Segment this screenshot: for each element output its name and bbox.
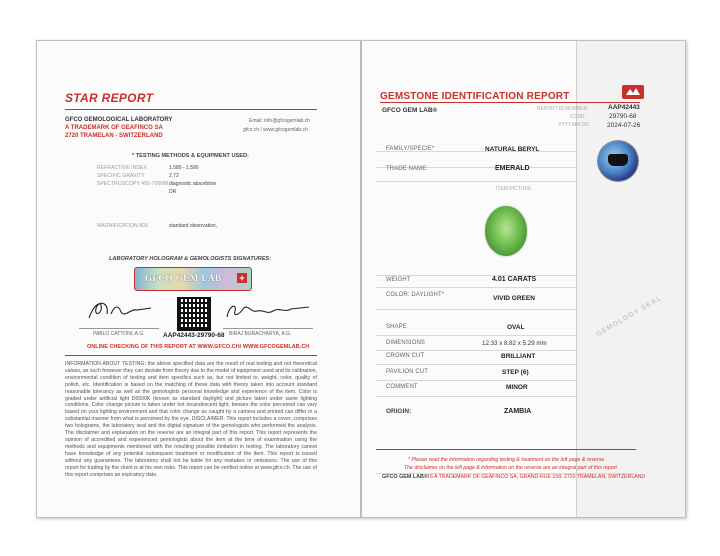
crown-cut-label: CROWN CUT [386, 353, 425, 359]
left-disclaimer: INFORMATION ABOUT TESTING: the above specified data are the result of real testing and not theoretical values, as such however they can deviate from theory due to the model of equipment used and its calibration, environmental condition of testing and item specifics such as, but not limited to, weight, color, quality of polish, etc. Identification is based on the matching of these data with theory taken into account standard reasonable tolerancy as well as the gemologists personal knowledge and experience of the item. Color is graded under artificial light D6500K (known as standard daylight) and picture taken under same lighting conditions. Color change picture is taken under hot incandescent light, beware the color perceived can vary based on your lighting environment and that color change as caught by a camera and printed can differ in a substantial manner from what is perceived by the eye. DISCLAIMER: This report includes a cover, comprises two holograms, the laboratory seal and the digital signature of the gemologists who performed the analysis. The disclaimer and explanation on the reverse are an integral part of this report. This report represents the opinion of accredited and experienced gemologists about the item at the time of examination using the methods and equipments mentioned with the resulting possible limitation in testing. The laboratory cannot have knowledge of any potential subsequent treatment or modification of the item. This report is issued without any guarantees. The laboratory shall not be liable for any mistakes or omissions. The use of this report for trading by the client is at his own risks. This report can be verified online at www.gfco.ch. The use of this report comprises an expiratory date. [65, 361, 317, 478]
footer-note-1: * Please read the information regarding testing & treatment on the left page & reverse [408, 457, 605, 463]
star-report-title: STAR REPORT [65, 91, 154, 105]
hologram-header: LABORATORY HOLOGRAM & GEMOLOGISTS SIGNATURES: [109, 256, 272, 262]
origin-value: ZAMBIA [504, 408, 532, 415]
lab-address: 2720 TRAMELAN - SWITZERLAND [65, 133, 163, 139]
hologram-flag-icon: + [237, 273, 247, 283]
hologram-text: GFCO GEM LAB [145, 273, 222, 283]
dimensions-label: DIMENSIONS [386, 340, 426, 346]
method-label: SPECTROSCOPY 400-700NM [97, 181, 169, 187]
family-value: NATURAL BERYL [485, 146, 540, 153]
lab-trademark: A TRADEMARK OF GEAFINCO SA [65, 125, 163, 131]
lab-email: Email: info@gfcogemlab.ch [249, 118, 310, 124]
weight-label: WEIGHT [386, 277, 411, 283]
qr-code [177, 297, 211, 331]
footer-note-2: The disclaimer on the left page & information on the reverse are an integral part of this report [404, 465, 617, 471]
trade-name-value: EMERALD [495, 165, 530, 172]
method-label: SPECIFIC GRAVITY [97, 173, 145, 179]
weight-value: 4.01 CARATS [492, 276, 537, 283]
emerald-image [485, 206, 527, 256]
magnification-value: standard observation, [169, 223, 218, 229]
lab-web: gfco.ch / www.gfcogemlab.ch [243, 127, 308, 133]
left-report-number: AAP42443-29790-68 [163, 332, 225, 339]
methods-header: * TESTING METHODS & EQUIPMENT USED: [132, 153, 249, 159]
report-id-label: REPORT ID NUMBER: [537, 106, 589, 112]
shape-value: OVAL [507, 324, 525, 331]
report-id-value: AAP42443 [608, 104, 640, 111]
signature-1 [85, 296, 155, 324]
footer-lab: GFCO GEM LAB® [382, 474, 428, 480]
family-label: FAMILY/SPECIE* [386, 146, 435, 152]
right-page [361, 40, 686, 518]
origin-label: ORIGIN: [386, 408, 412, 415]
seal-watermark: GEMOLOGY SEAL [595, 294, 664, 339]
comment-label: COMMENT [386, 384, 418, 390]
lab-name: GFCO GEMOLOGICAL LABORATORY [65, 117, 173, 123]
dimensions-value: 12.33 x 8.82 x 5.29 mm [482, 340, 547, 347]
method-label: REFRACTIVE INDEX [97, 165, 147, 171]
right-lab-name: GFCO GEM LAB® [382, 107, 438, 114]
method-value: 2.72 [169, 173, 179, 179]
method-value: DR [169, 189, 177, 195]
gemstone-report-title: GEMSTONE IDENTIFICATION REPORT [380, 91, 570, 102]
trade-name-label: TRADE NAME: [386, 166, 429, 172]
pavilion-cut-value: STEP (6) [502, 369, 529, 376]
date-label: YYYY.MM.DD [558, 122, 590, 128]
footer-address: IS A TRADEMARK OF GEAFINCO SA, GRAND-RUE 158, 2720 TRAMELAN, SWITZERLAND [428, 474, 646, 480]
pavilion-cut-label: PAVILION CUT [386, 369, 428, 375]
code-label: CODE: [570, 114, 586, 120]
online-check: ONLINE CHECKING OF THIS REPORT AT WWW.GFCO.CH/ WWW.GFCOGEMLAB.CH [87, 344, 310, 350]
color-label: COLOR: DAYLIGHT* [386, 292, 445, 298]
left-page [36, 40, 361, 518]
comment-value: MINOR [506, 384, 528, 391]
shape-label: SHAPE [386, 324, 407, 330]
item-picture-label: ITEM PICTURE [496, 186, 532, 192]
color-value: VIVID GREEN [493, 295, 535, 302]
hologram-seal [598, 141, 638, 181]
method-value: 1.580 - 1.590 [169, 165, 199, 171]
date-value: 2024-07-26 [607, 122, 641, 129]
signature-1-name: PABLO CATTONI, A.G. [93, 331, 145, 337]
method-value: diagnostic absorbtion [169, 181, 217, 187]
signature-2 [223, 299, 313, 323]
signature-2-name: BIRAJ BURACHARYA, A.G. [229, 331, 292, 337]
gfco-logo-icon [622, 85, 644, 99]
code-value: 29790-68 [609, 113, 637, 120]
hologram-sticker [134, 267, 252, 291]
magnification-label: MAGNIFICATION 80X [97, 223, 149, 229]
crown-cut-value: BRILLIANT [501, 353, 536, 360]
